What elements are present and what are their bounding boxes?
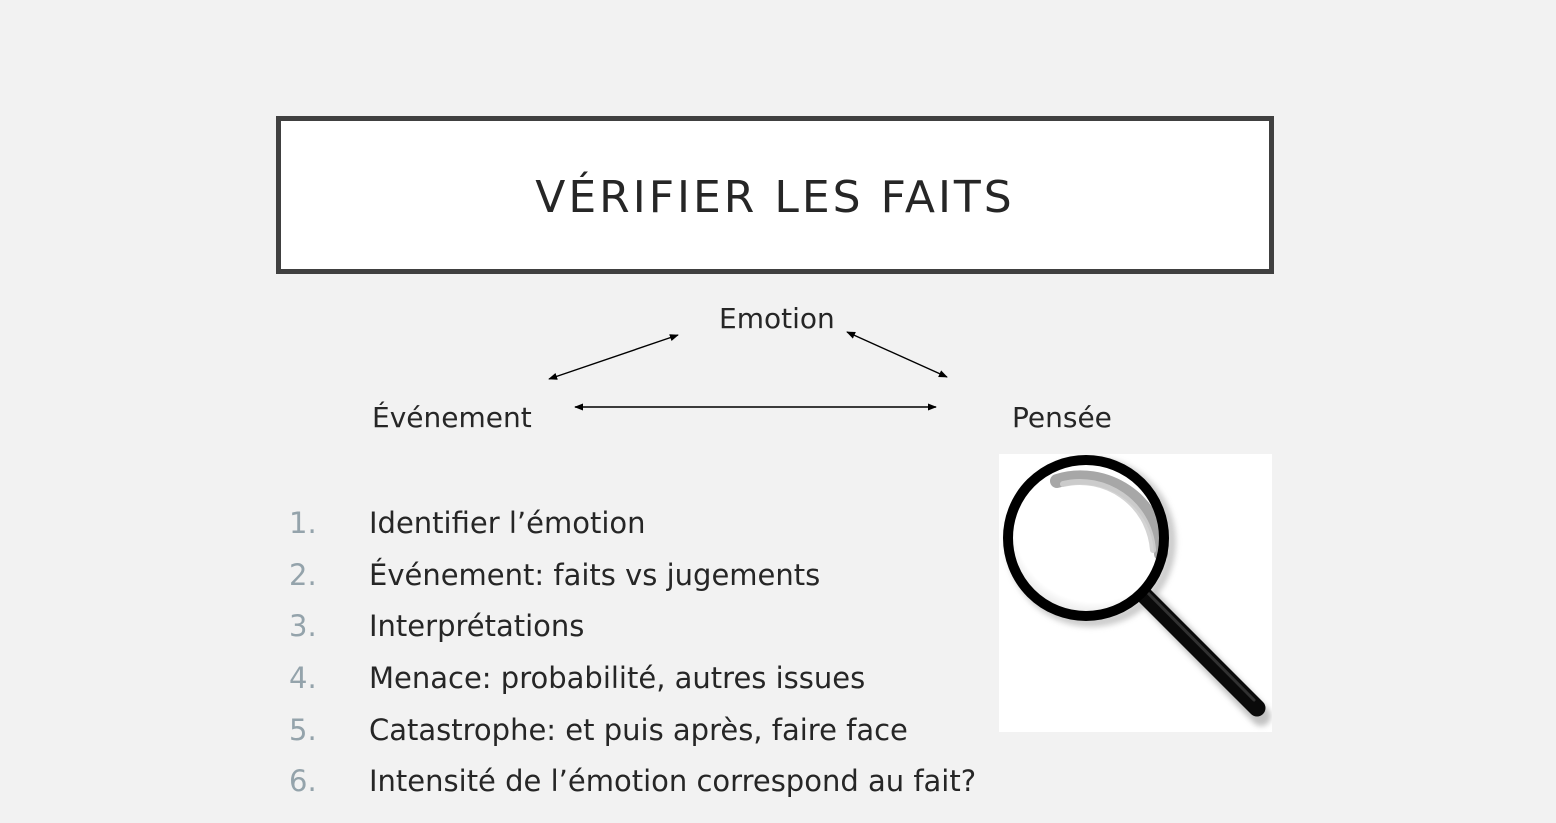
- diagram-node-emotion: Emotion: [719, 302, 835, 335]
- arrow-event-emotion: [549, 335, 678, 379]
- list-text: Identifier l’émotion: [369, 505, 646, 540]
- magnifying-glass-icon: [999, 454, 1272, 732]
- list-number: 6.: [289, 764, 317, 799]
- list-item: [289, 600, 976, 652]
- list-item: [289, 755, 976, 807]
- list-text: Interprétations: [369, 609, 585, 644]
- list-item: [289, 704, 976, 756]
- title-box: [276, 116, 1274, 274]
- list-number: 2.: [289, 557, 317, 592]
- diagram-node-thought: Pensée: [1012, 401, 1112, 434]
- list-text: Intensité de l’émotion correspond au fait?: [369, 764, 977, 799]
- list-text: Menace: probabilité, autres issues: [369, 660, 866, 695]
- list-item: [289, 497, 976, 549]
- list-text: Événement: faits vs jugements: [369, 557, 821, 592]
- list-number: 3.: [289, 609, 317, 644]
- diagram-node-event: Événement: [372, 401, 532, 434]
- slide-title: VÉRIFIER LES FAITS: [535, 171, 1015, 223]
- arrow-emotion-thought: [847, 332, 947, 377]
- list-number: 5.: [289, 712, 317, 747]
- list-item: [289, 549, 976, 601]
- steps-list: [289, 497, 976, 807]
- list-number: 1.: [289, 505, 317, 540]
- list-text: Catastrophe: et puis après, faire face: [369, 712, 908, 747]
- list-number: 4.: [289, 660, 317, 695]
- magnifier-illustration: [999, 454, 1272, 732]
- list-item: [289, 652, 976, 704]
